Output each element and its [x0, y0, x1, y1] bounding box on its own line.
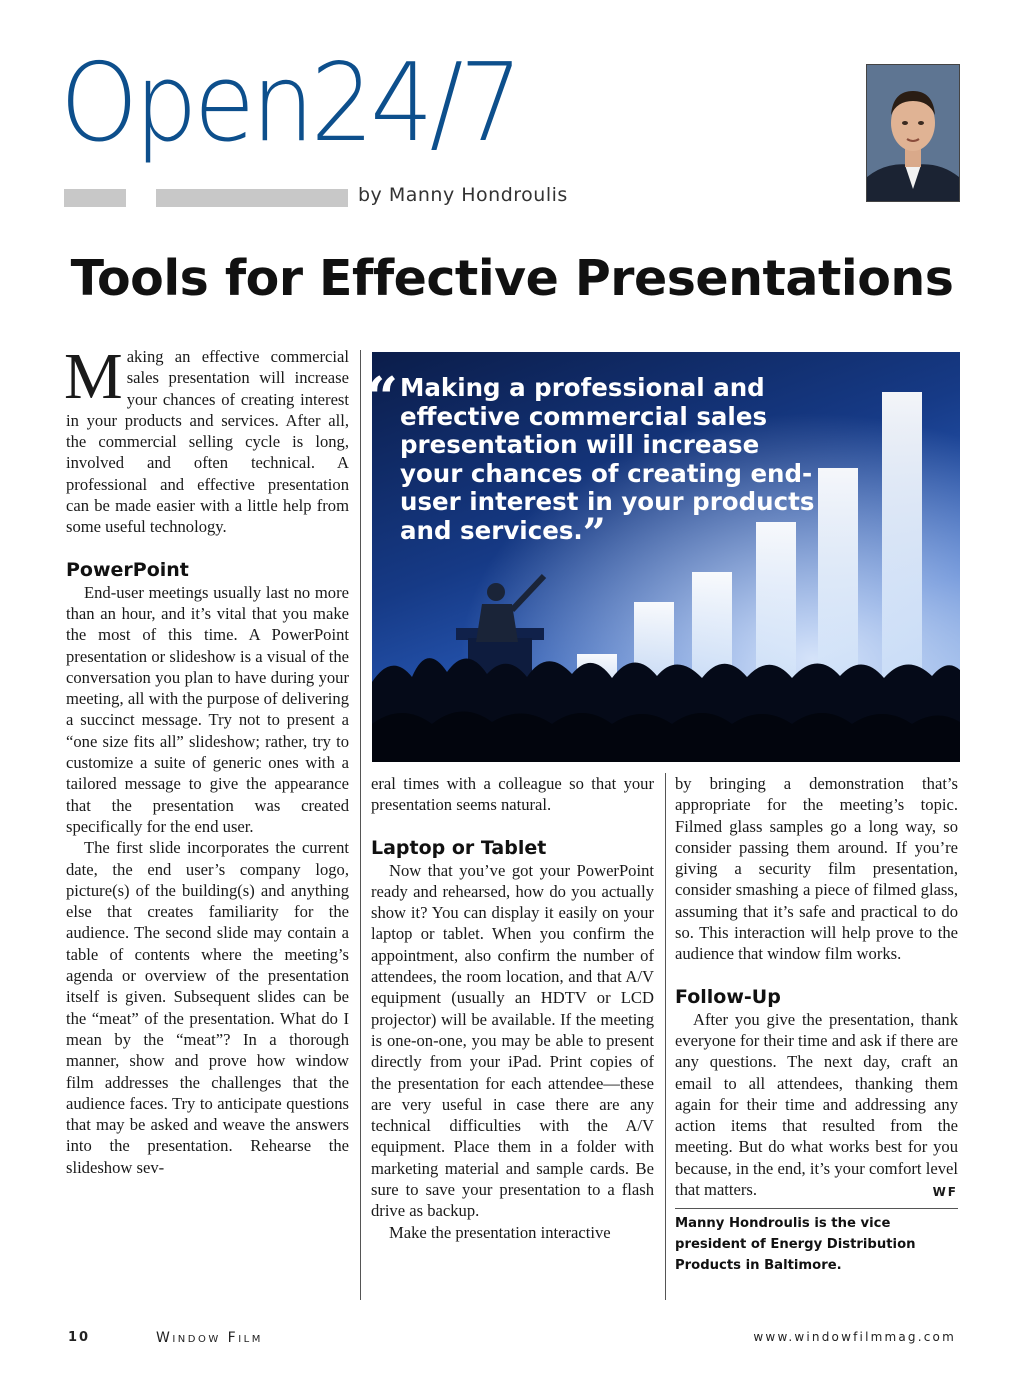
- body-paragraph: Now that you’ve got your PowerPoint ready and rehearsed, how do you actually show it? You can display it easily on your laptop or tablet. When you confirm the appointment, also confirm the number of attendees, the room location, and that A/V equipment (usually an HDTV or LCD projector) will be available. If the meeting is one-on-one, you may be able to present directly from your iPad. Print copies of the presentation for each attendee—these are very useful in case there are any technical difficulties with the A/V equipment. Place them in a folder with marketing material and sample cards. Be sure to save your presentation to a flash drive as backup.: [371, 860, 654, 1221]
- byline: by Manny Hondroulis: [358, 184, 568, 206]
- section-heading-laptop: Laptop or Tablet: [371, 836, 547, 859]
- body-paragraph: After you give the presentation, thank everyone for their time and ask if there are any questions. The next day, craft an email to all attendees, thanking them again for their time and addressing any action items that resulted from the meeting. But do what works best for you because, in the end, it’s your comfort level that matters. WF: [675, 1009, 958, 1201]
- pull-quote: “ Making a professional and effective commercial sales presentation will increase your chances of creating end-user interest in your products and services.”: [366, 365, 815, 557]
- article-title: Tools for Effective Presentations: [70, 250, 954, 307]
- masthead-bar: [64, 189, 126, 207]
- body-paragraph: The first slide incorporates the current date, the end user’s company logo, picture(s) of the building(s) and anything else that creates familiarity for the audience. The second slide may contain a table of contents where the meeting’s agenda or overview of the presentation itself is given. Subsequent slides can be the “meat” of the presentation. What do I mean by the “meat”? In a thorough manner, show and prove how window film addresses the challenges that the audience faces. Try to anticipate questions that may be asked and weave the answers into the presentation. Rehearse the slideshow sev-: [66, 838, 349, 1177]
- end-mark: WF: [932, 1185, 958, 1200]
- column-divider: [665, 773, 666, 1300]
- body-paragraph: Make the presentation interactive: [389, 1222, 611, 1242]
- quote-open-mark: “: [366, 365, 399, 431]
- masthead-bar: [156, 189, 348, 207]
- quote-close-mark: ”: [582, 509, 606, 557]
- bio-divider: [675, 1208, 958, 1209]
- author-bio: Manny Hondroulis is the vice president of Energy Distribution Products in Baltimore.: [675, 1216, 916, 1274]
- body-paragraph: End-user meetings usually last no more than an hour, and it’s vital that you make the most of this time. A PowerPoint presentation or slideshow is a visual of the conversation you plan to have during your meeting, all with the purpose of delivering a succinct message. Try not to present a “one size fits all” slideshow; rather, try to customize a suite of generic ones with a tailored message to give the appearance that the presentation was created specifically for the end user.: [66, 582, 349, 836]
- column-3: [675, 773, 958, 1276]
- column-divider: [360, 350, 361, 1300]
- magazine-name: Window Film: [156, 1330, 263, 1346]
- column-2: [371, 773, 654, 1243]
- drop-cap: M: [64, 340, 123, 413]
- page-number: 10: [68, 1330, 91, 1345]
- magazine-url: www.windowfilmmag.com: [753, 1330, 956, 1344]
- intro-paragraph: Making an effective commercial sales presentation will increase your chances of creating interest in your products and services. After all, the commercial selling cycle is long, involved and often technical. A professional and effective presentation can be made easier with a little help from some useful technology.: [64, 340, 349, 537]
- hero-image: [366, 352, 960, 762]
- section-heading-powerpoint: PowerPoint: [66, 558, 189, 581]
- body-paragraph: by bringing a demonstration that’s appropriate for the meeting’s topic. Filmed glass samples go a long way, so consider passing them around. If you’re giving a security film presentation, consider smashing a piece of filmed glass, assuming that it’s safe and practical to do so. This interaction will help prove to the audience that window film works.: [675, 774, 958, 964]
- masthead-logo: Open24/7: [60, 41, 520, 166]
- author-photo: [866, 64, 960, 202]
- column-1: [64, 340, 349, 1178]
- body-paragraph: eral times with a colleague so that your presentation seems natural.: [371, 774, 654, 815]
- section-heading-followup: Follow-Up: [675, 985, 781, 1008]
